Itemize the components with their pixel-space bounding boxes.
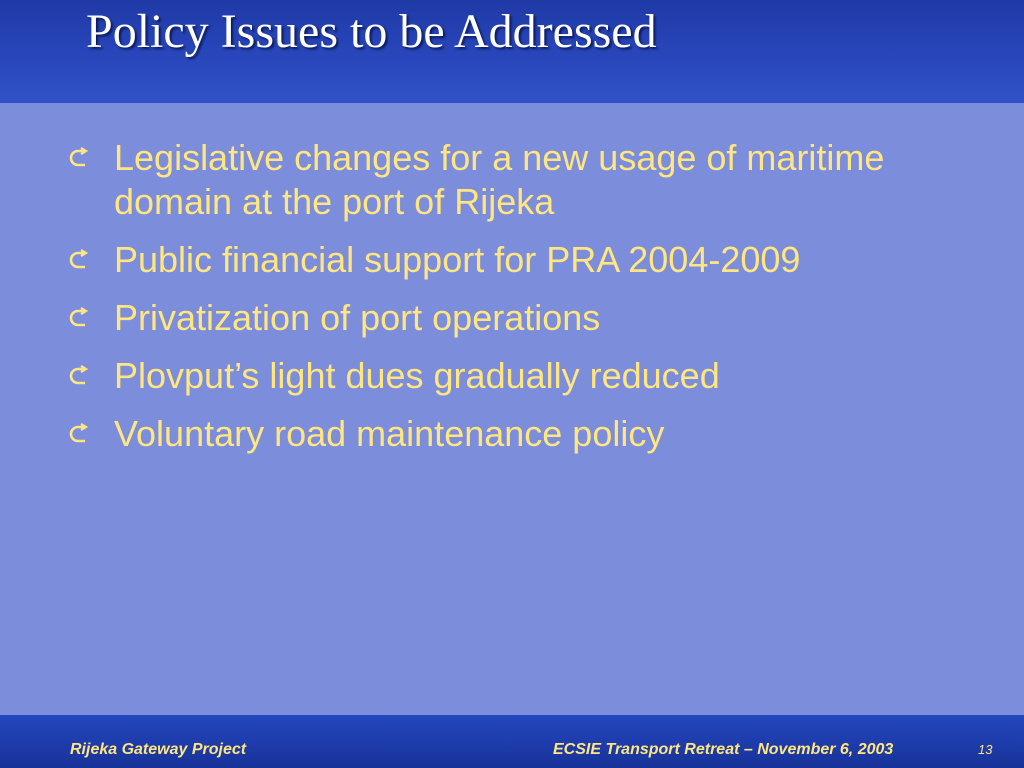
curved-arrow-right-icon <box>62 136 96 180</box>
slide-title: Policy Issues to be Addressed <box>86 5 657 58</box>
curved-arrow-right-icon <box>62 296 96 340</box>
bullet-text: Privatization of port operations <box>114 297 601 338</box>
curved-arrow-right-icon <box>62 412 96 456</box>
bullet-item <box>62 412 962 456</box>
bullet-list <box>62 136 962 470</box>
bullet-item <box>62 354 962 398</box>
bullet-item <box>62 238 962 282</box>
footer-event: ECSIE Transport Retreat – November 6, 2003 <box>553 741 894 758</box>
bullet-text: Voluntary road maintenance policy <box>114 413 665 454</box>
bullet-text: Plovput’s light dues gradually reduced <box>114 355 720 396</box>
footer-bar <box>0 715 1024 768</box>
footer-project: Rijeka Gateway Project <box>70 741 247 758</box>
curved-arrow-right-icon <box>62 238 96 282</box>
bullet-text: Legislative changes for a new usage of maritime domain at the port of Rijeka <box>114 137 885 222</box>
bullet-item <box>62 296 962 340</box>
curved-arrow-right-icon <box>62 354 96 398</box>
bullet-item <box>62 136 962 224</box>
title-bar <box>0 0 1024 103</box>
page-number: 13 <box>978 742 993 757</box>
bullet-text: Public financial support for PRA 2004-2009 <box>114 239 801 280</box>
